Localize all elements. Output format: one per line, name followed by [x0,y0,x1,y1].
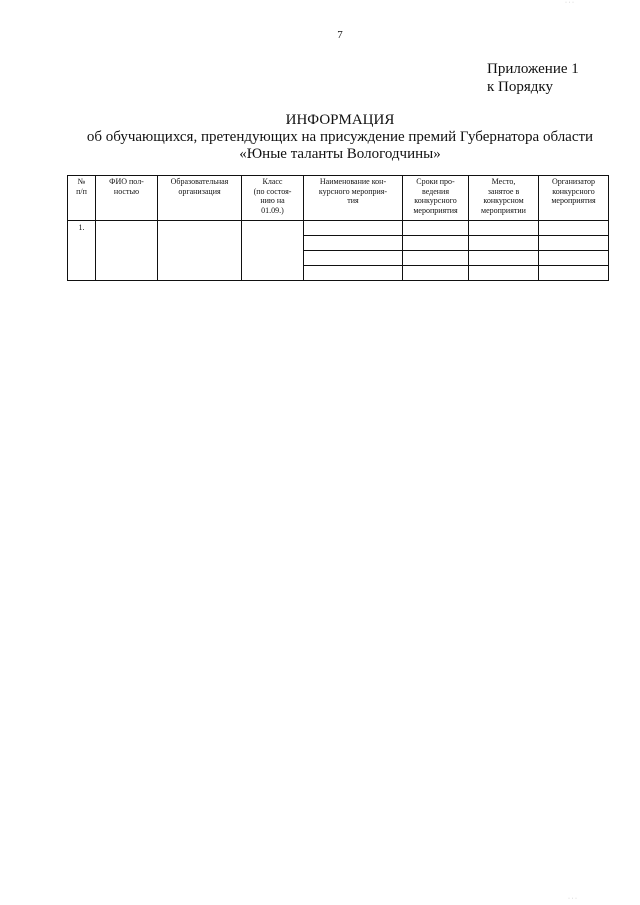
header-event-dates: Сроки про- ведения конкурсного мероприятия [403,176,469,221]
header-full-name: ФИО пол- ностью [96,176,158,221]
row-number-cell: 1. [68,221,96,281]
header-grade: Класс (по состоя- нию на 01.09.) [242,176,304,221]
table-header-row [68,176,609,221]
organizer-cell [539,251,609,266]
header-event-organizer: Организатор конкурсного мероприятия [539,176,609,221]
scan-mark: · · · [565,0,574,6]
scan-mark: · · · [568,896,577,902]
event-name-cell [304,236,403,251]
organization-cell [158,221,242,281]
place-taken-cell [469,236,539,251]
grade-cell [242,221,304,281]
title-heading: ИНФОРМАЦИЯ [285,112,395,128]
header-educational-organization: Образовательная организация [158,176,242,221]
header-place-taken: Место, занятое в конкурсном мероприятии [469,176,539,221]
appendix-line-2: к Порядку [487,79,553,95]
place-taken-cell [469,266,539,281]
page-number: 7 [337,29,343,41]
organizer-cell [539,236,609,251]
event-name-cell [304,251,403,266]
event-dates-cell [403,251,469,266]
table-row [68,221,609,236]
students-info-table [67,175,609,281]
title-program-name: «Юные таланты Вологодчины» [239,146,441,162]
organizer-cell [539,221,609,236]
place-taken-cell [469,251,539,266]
event-dates-cell [403,266,469,281]
title-subtitle: об обучающихся, претендующих на присуждение премий Губернатора области [86,129,594,145]
appendix-line-1: Приложение 1 [487,61,579,77]
event-name-cell [304,266,403,281]
organizer-cell [539,266,609,281]
full-name-cell [96,221,158,281]
event-dates-cell [403,221,469,236]
header-event-name: Наименование кон- курсного мероприя- тия [304,176,403,221]
appendix-note [487,60,579,96]
document-title [0,112,640,163]
event-name-cell [304,221,403,236]
header-number: № п/п [68,176,96,221]
event-dates-cell [403,236,469,251]
place-taken-cell [469,221,539,236]
